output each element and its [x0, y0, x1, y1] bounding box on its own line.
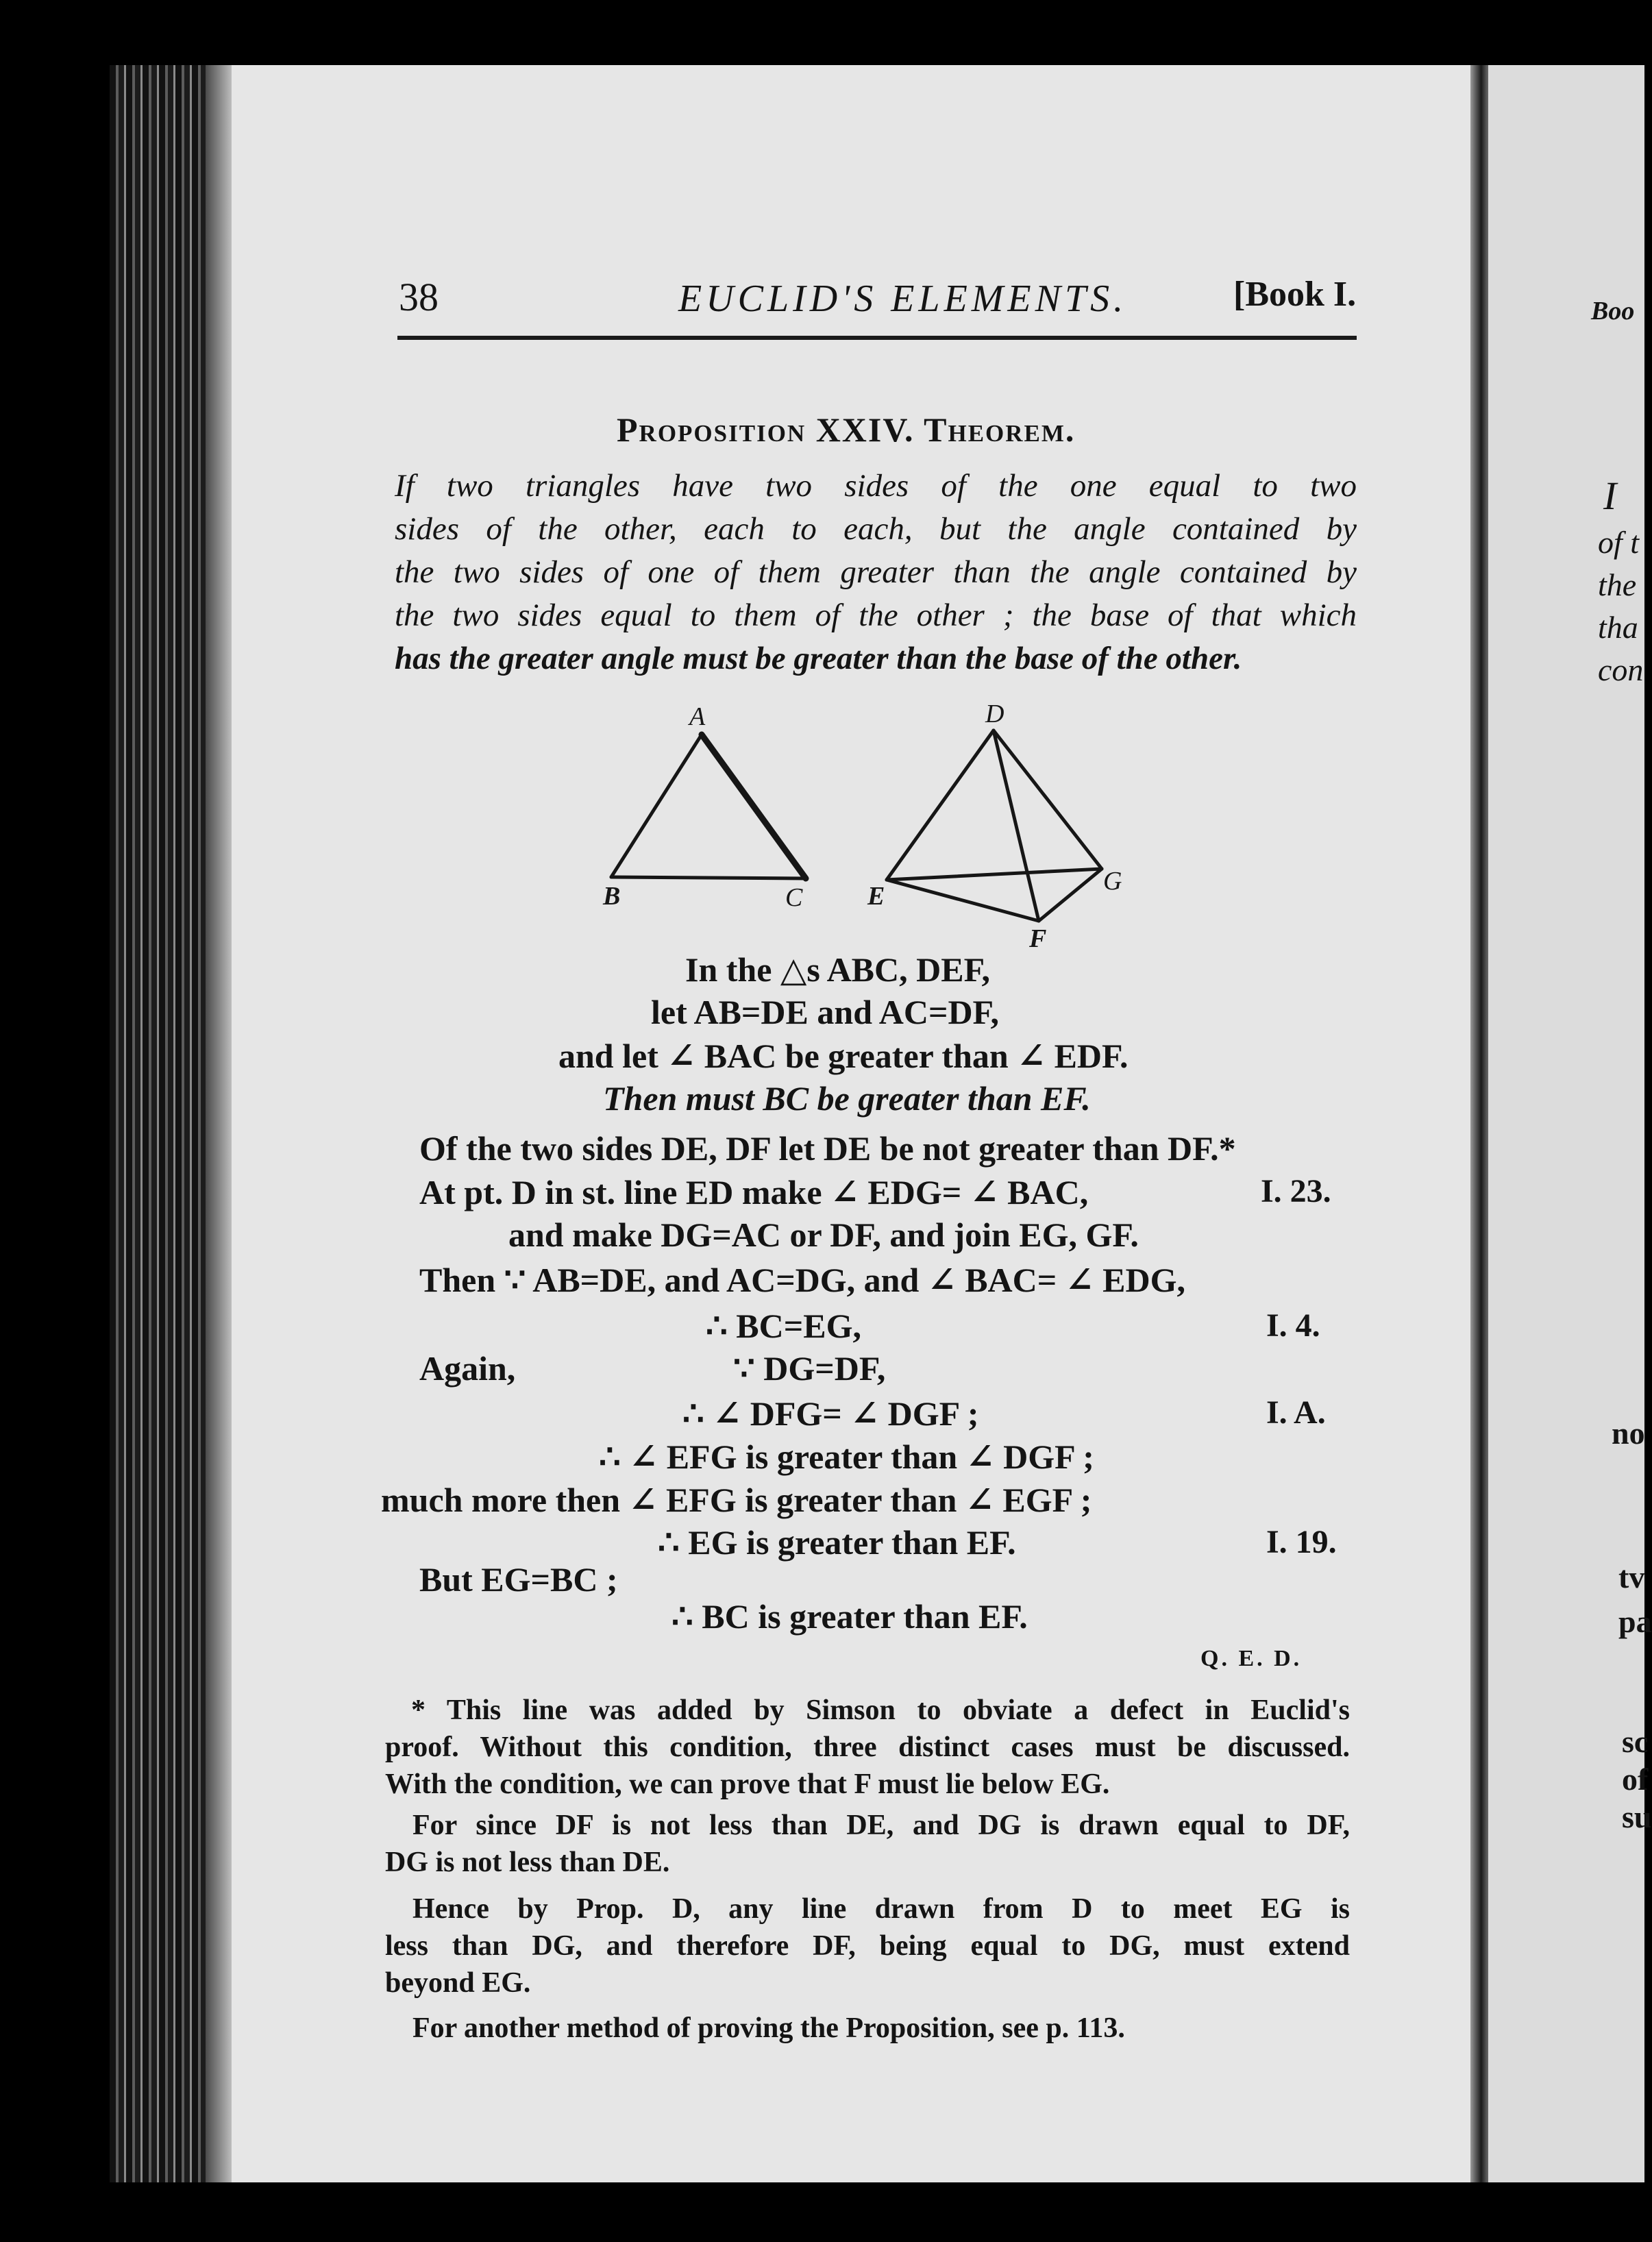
proof-setup-line: and let ∠ BAC be greater than ∠ EDF. [558, 1037, 1129, 1075]
note-line: For since DF is not less than DE, and DG is drawn equal to DF, [412, 1810, 1350, 1841]
proof-step: ∴ ∠ DFG= ∠ DGF ; [682, 1394, 979, 1433]
proof-step: much more then ∠ EFG is greater than ∠ EGF ; [381, 1481, 1092, 1519]
note-line: less than DG, and therefore DF, being equal to DG, must extend [385, 1930, 1350, 1962]
proof-step: Then ∵ AB=DE, and AC=DG, and ∠ BAC= ∠ EDG, [419, 1261, 1185, 1299]
page-gutter [1470, 65, 1488, 2182]
proof-step: But EG=BC ; [419, 1560, 618, 1599]
enunciation-line: the two sides equal to them of the other ; the base of that which [395, 598, 1357, 633]
note-line: DG is not less than DE. [385, 1847, 670, 1878]
enunciation-line: If two triangles have two sides of the one equal to two [395, 468, 1357, 504]
proof-step: Of the two sides DE, DF let DE be not greater than DF.* [419, 1129, 1236, 1168]
footnote-line: With the condition, we can prove that F must lie below EG. [385, 1769, 1110, 1800]
proof-reference: I. 19. [1266, 1524, 1337, 1560]
next-page-fragment: tv [1618, 1560, 1645, 1594]
proof-conclusion-to-prove: Then must BC be greater than EF. [603, 1079, 1091, 1118]
proof-setup-line: In the △s ABC, DEF, [685, 950, 991, 989]
next-page-fragment: I [1603, 473, 1617, 518]
note-line: For another method of proving the Proposition, see p. 113. [412, 2012, 1125, 2044]
header-rule [397, 336, 1357, 340]
proof-reference: I. A. [1266, 1394, 1326, 1431]
line-ab [611, 735, 702, 877]
qed: Q. E. D. [1200, 1646, 1303, 1671]
enunciation-line: the two sides of one of them greater than the angle contained by [395, 554, 1357, 590]
footnote-line: proof. Without this condition, three distinct cases must be discussed. [385, 1732, 1350, 1763]
footnote-line: * This line was added by Simson to obviate a defect in Euclid's [411, 1695, 1350, 1726]
proof-step: Again, [419, 1349, 516, 1388]
proof-step: ∴ EG is greater than EF. [658, 1523, 1016, 1562]
next-page-fragment: con [1598, 652, 1644, 687]
proof-reference: I. 4. [1266, 1307, 1320, 1344]
line-ac [702, 735, 806, 878]
proof-step: At pt. D in st. line ED make ∠ EDG= ∠ BAC, [419, 1173, 1089, 1211]
line-eg [887, 869, 1102, 880]
line-bc [611, 877, 806, 878]
proof-step: ∴ ∠ EFG is greater than ∠ DGF ; [599, 1438, 1094, 1476]
line-ef [887, 880, 1039, 921]
next-page-fragment: of t [1598, 525, 1640, 560]
next-page-edge [1488, 65, 1652, 2182]
label-e: E [867, 882, 885, 911]
note-line: beyond EG. [385, 1967, 531, 1999]
next-page-fragment: pa [1618, 1604, 1652, 1639]
proposition-heading: Proposition XXIV. Theorem. [617, 410, 1076, 449]
proof-step: ∴ BC is greater than EF. [671, 1597, 1028, 1636]
label-a: A [689, 702, 706, 731]
note-line: Hence by Prop. D, any line drawn from D to meet EG is [412, 1893, 1350, 1925]
next-page-fragment: tha [1598, 610, 1638, 645]
label-d: D [985, 700, 1004, 728]
label-c: C [785, 883, 803, 912]
label-f: F [1029, 924, 1047, 953]
line-de [887, 730, 994, 880]
next-page-fragment: sc [1622, 1724, 1649, 1759]
enunciation-line: has the greater angle must be greater than the base of the other. [395, 641, 1242, 676]
running-title: EUCLID'S ELEMENTS. [678, 278, 1128, 320]
proof-step: ∵ DG=DF, [733, 1349, 886, 1388]
label-g: G [1103, 867, 1122, 896]
label-b: B [603, 882, 621, 911]
proof-step: and make DG=AC or DF, and join EG, GF. [508, 1216, 1139, 1254]
page-number: 38 [399, 275, 439, 319]
proof-setup-line: let AB=DE and AC=DF, [651, 993, 1000, 1031]
next-page-fragment: Boo [1591, 297, 1635, 325]
proof-reference: I. 23. [1261, 1173, 1331, 1209]
book-indicator: [Book I. [1233, 275, 1357, 314]
line-gf [1039, 869, 1102, 921]
next-page-fragment: su [1622, 1799, 1652, 1834]
next-page-fragment: the [1598, 567, 1637, 602]
next-page-fragment: of [1622, 1762, 1649, 1797]
next-page-fragment: no [1612, 1416, 1645, 1451]
proof-step: ∴ BC=EG, [706, 1307, 862, 1345]
spine-edge [206, 65, 232, 2182]
triangles-figure [589, 700, 1151, 959]
enunciation-line: sides of the other, each to each, but the angle contained by [395, 511, 1357, 547]
